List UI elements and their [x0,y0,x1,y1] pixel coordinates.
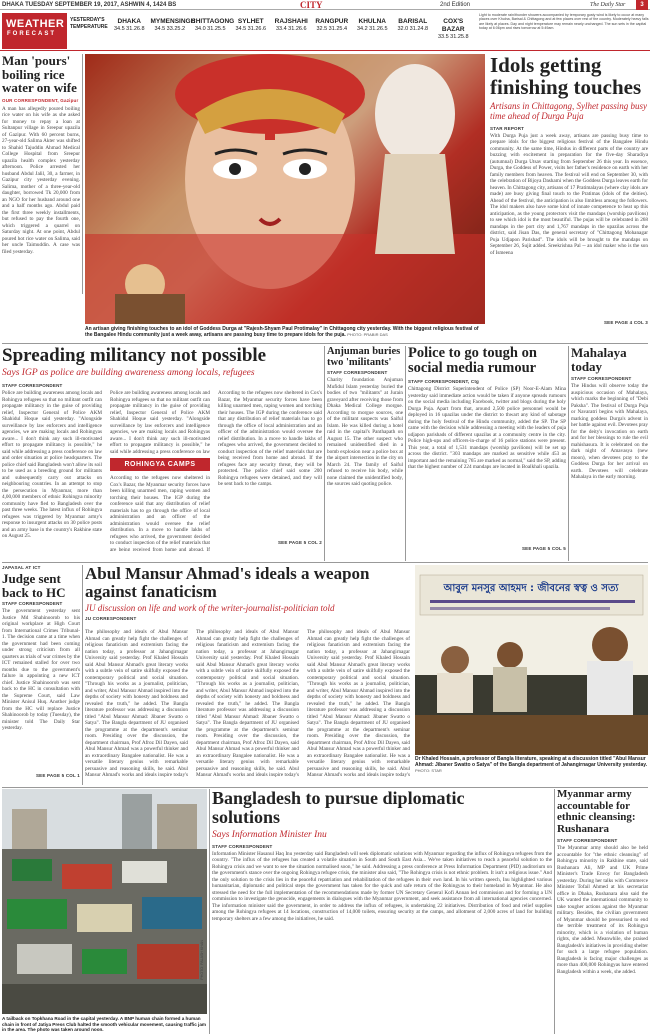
story-kicker: JAPASAL AT ICT [2,565,41,570]
story-body: The government yesterday sent Justice Md Shahinoorob to his original workplace at High Court from International Crimes Tribunal-1. The decision came at a time when the government had been coming under strong criticism from all quarters as trials of war crimes by the ICT remained stalled for over two months due to the government's failure in appointing a new ICT chief. Justice Shahinoorob was sent back to the HC in consultation with the Supreme Court, said Law Minister Anisul Huq. Another judge from the HC will replace Justice Shahinoorob by today (Tuesday), the minister told The Daily Star yesterday. [2,608,80,732]
story-byline: STAFF CORRESPONDENT [2,601,63,607]
traffic-photo [2,789,207,1014]
story-byline: STAFF CORRESPONDENT [557,838,618,844]
story-byline: JU CORRESPONDENT [85,616,137,622]
weather-city-6 [353,14,392,46]
traffic-illustration [2,789,207,1014]
story-body-col3 [218,390,322,550]
section-rule [2,343,648,344]
story-anjuman [327,346,403,561]
weather-city-1 [150,14,196,46]
weather-city-3 [232,14,271,46]
story-body-col2 [110,390,210,550]
story-mahalaya [571,346,648,561]
story-subheadline: JU discussion on life and work of the writer-journalist-politician told [85,602,335,613]
story-abul-mansur [85,565,410,785]
section-name: CITY [300,0,323,10]
story-body-col1: The philosophy and ideals of Abul Mansur Ahmad can greatly help fight the challenges of religious fanaticism and extremism facing the nation today, a professor at Jahangirnagar University said yesterday. Prof Khaled Hossain said Abul Mansur Ahmad's great literary works with a subtle vein of satire skilfully exposed the contemporary political and social situation. "Through his works as a journalist, politician, and writer, Abul Mansur Ahmad inspired into the depths of society with honesty and boldness and revealed the truth," he added. The Bangla literature professor was addressing a discussion titled "Abul Mansur Ahmad: Jibaner Swatto o Satya". The Bangla department of JU organised the programme at the department's seminar room. Presiding over the discussion, the department chairman, Prof Afroz Dil Dayen, said Abul Mansur Ahmad was a powerful thinker and an extraordinary Bangalee nationalist. He was a versatile literary genius with remarkable persuasive and reasoning skills, he said. Abul Mansur Ahmad's works and ideals inspire today's [85,629,188,778]
continued-ref[interactable]: SEE PAGE 4 COL 3 [603,319,648,325]
story-headline: Anjuman buries two 'militants' [327,346,401,369]
column-rule [209,789,210,1034]
weather-city-temps: 34.0 31.25.5 [194,26,226,33]
story-judge [2,565,80,785]
weather-city-temps: 32.0 31.24.8 [397,26,429,33]
story-body: Information Minister Hasanul Haq Inu yesterday said Bangladesh will seek diplomatic solutions with Myanmar regarding the influx of Rohingya refugees from the country. "The influx of the refugees has created a volatile situation in South and South East Asia... We've taken initiatives to reach a peaceful solution to the Rohingya crisis and we want to see the situation normalised soon," he said. Addressing a press conference at Press Information Department (PID) auditorium on the government's stance over the ongoing Rohingya refugee crisis, the minister also said, "The Rohingya crisis is not ethnic problem. It isn't a religious issue." And the only solution to the crisis lies in the peaceful repatriation and rehabilitation of the refugees in their own land. In his written speech, Inu highlighted various humanitarian, diplomatic and political steps the government has taken for the quick and safe return of the Rohingyas to their homeland in Myanmar. He also stressed the need for the full implementation of the recommendations made by former UN Secretary General Kofi Annan led commission and for forming a UN commission to investigate the genocide, engagements in dialogues with the Myanmar government, and seek assistance from all international agencies concerned. The information minister said the government, in order to address the influx of refugees, is undertaking 22 initiatives. Distribution of food and relief supplies among the Rohingya refugees at 14 locations, construction of 14,000 toilets, ensuring security at the camps, and allotment of 2,000 acres of land for building temporary shelters are a few among the initiatives, he said. [212,850,552,922]
weather-city-7 [394,14,433,46]
traffic-caption-text: A tailback on Topkhana Road in the capital yesterday. A BNP human chain formed a human chain in front of Jatiya Press Club halted the smooth vehicular movement, causing traffic jam in the area. The photo was taken around noon. [2,1016,206,1032]
story-headline: Myanmar army accountable for ethnic cleansing: Rushanara [557,788,636,835]
weather-city-name: COX'S BAZAR [441,18,465,34]
story-body-col1: Police are building awareness among locals and Rohingya refugees so that no militant outfit can propagate militancy in the guise of providing relief, Inspector General of Police AKM Shahidul Hoque said yesterday. "Alongside surveillance by law enforcers and intelligence agencies, we are making locals and Rohingyas aware... I don't think any such ill-motivated effort to propagate militancy is possible," he said while addressing a press conference on law and order situation at police headquarters. The police chief said Bangladesh won't allow its soil to be used as a breeding ground for militants and subsequently carry out attacks on neighbouring countries. In an attempt to stop the persecution in Myanmar, more than 4,00,000 members of ethnic Rohingya minority community have fled to Bangladesh over the past three weeks. The latest influx of Rohingya refugees was triggered by Myanmar army's response to insurgent attacks on 30 police posts and an army base in the country's Rakhine state on August 25. [2,390,102,539]
story-body: The Hindus will observe today the auspicious occasion of Mahalaya, which marks the beginning of "Debi Paksha". The festival of Durga Puja or Navaratri begins with Mahalaya, marking goddess Durga's advent in her battle against evil. Devotees pray for the deity's invocation on earth and for her blessings to rule the evil mahishasura. It is celebrated on the dark night of Amavasya (new moon), when devotees pray to the Goddess Durga for her arrival on earth. Devotees will celebrate Mahalaya in the early morning. [571,383,648,481]
column-rule [324,346,325,561]
story-subheadline: Says Information Minister Inu [212,829,327,840]
story-body-col2: The philosophy and ideals of Abul Mansur Ahmad can greatly help fight the challenges of religious fanaticism and extremism facing the nation today, a professor at Jahangirnagar University said yesterday. Prof Khaled Hossain said Abul Mansur Ahmad's great literary works with a subtle vein of satire skilfully exposed the contemporary political and social situation. "Through his works as a journalist, politician, and writer, Abul Mansur Ahmad inspired into the depths of society with honesty and boldness and revealed the truth," he added. The Bangla literature professor was addressing a discussion titled "Abul Mansur Ahmad: Jibaner Swatto o Satya". The Bangla department of JU organised the programme at the department's seminar room. Presiding over the discussion, the department chairman, Prof Afroz Dil Dayen, said Abul Mansur Ahmad was a powerful thinker and an extraordinary Bangalee nationalist. He was a versatile literary genius with remarkable persuasive and reasoning skills, he said. Abul Mansur Ahmad's works and ideals inspire today's [196,629,299,778]
story-myanmar [557,789,648,1033]
weather-logo-sub: FORECAST [7,31,56,37]
story-body: The Myanmar army should also be held accountable for "the ethnic cleansing" of Rohingya minority in Rakhine state, said Rushanara Ali, MP and UK Prime Minister's Trade Envoy for Bangladesh yesterday. During her talks with Commerce Minister Tofail Ahmed at his secretariat office in Dhaka, Rushanara also said the UK wanted the international community to take tougher actions against the Myanmar military. Besides, the civilian government of Myanmar should be pressurised to end the terrible treatment of its Rohingya minority, which is a violation of human rights, she added. Meanwhile, she praised Bangladesh's initiatives in providing shelter for such a large refugee population. Bangladesh is facing major challenges as more than 400,000 Rohingyas have entered Bangladesh within a week, she added. [557,845,648,975]
weather-city-name: BARISAL [398,18,428,25]
yesterday-label: YESTERDAY'S TEMPERATURE [70,17,108,30]
discussion-illustration [415,565,648,755]
column-rule [554,789,555,1034]
story-byline: STAFF CORRESPONDENT [327,370,388,376]
weather-logo [2,13,67,49]
traffic-photo-credit: PHOTO: PALASH KHAN [200,940,204,980]
column-rule [405,346,406,561]
story-body: With Durga Puja just a week away, artisans are passing busy time to prepare idols for the biggest religious festival of the Bangalee Hindu community. At the same time, Hindus in different parts of the country are buzzing with excitement in preparation for the five-day Sharadiya (autumnal) Durga Utsav starting from September 26 this year. In essence, Durga, the Goddess of Power, visits her father's residence on earth with her family members from heaven. The festival will end on September 30, with the celebration of Bijoya Dashami when the Goddess Durga leaves earth for heaven. In Chittagong city, artisans of 17 Pratimalayas (where clay idols are made) are busy giving final touch to the Pratimas (idols of the deities). Ahead of the festival, the anticipation is also limitless among the followers. The idol makers also have some kind of innate competence to heat up this anticipation, as the young protectors visit the mandaps (worship pavilions) to see which idol is the most beautiful. The pujas will be celebrated in 268 mandaps in the port city and 1,767 mandaps in the upazilas across the district, said Jisan Das, the general secretary of "Chittagong Mohanagar Puja Udjapon Parishad". The idols will be brought to the mandaps on September 26, Sujit added. Sreekrishna Pal -- an idol maker who is the son of Ismeena [490,132,648,256]
weather-city-name: CHITTAGONG [191,18,235,25]
story-headline: Judge sent back to HC [2,571,66,600]
weather-city-8 [434,14,473,46]
weather-bar [0,11,650,51]
discussion-photo-caption [415,756,648,774]
masthead-bar [0,0,650,10]
story-body: Chittagong District Superintendent of Police (SP) Noor-E-Alam Mina yesterday said immediate action would be taken if anyone spreads rumours on the social media including Facebook, twitter and blogs during the holy Durga Puja. Apart from that, around 2,500 police personnel would be deployed in 16 upazilas under the district to thwart any kind of sabotage during the holy festival of the Hindu community, added the SP. The SP came with the decision while addressing a meeting with the leaders of puja udjapon parishads of different upazilas at a community centre in the city. Police high-ups and officers-in-charge of 16 police stations were present. This year, a total of 1,531 mandaps (worship pavilions) will be set up across the district. "303 mandaps are marked as sensitive while 453 as important and the remaining 765 are marked as normal," said the SP, adding that the highest number of 224 mandaps are located in Boalkhali upazila. [408,386,566,471]
story-byline: STAFF CORRESPONDENT [212,843,273,849]
weather-city-name: SYLHET [237,18,264,25]
column-rule [82,54,83,294]
weather-city-0 [110,14,149,46]
story-subheadline: Artisans in Chittagong, Sylhet passing busy time ahead of Durga Puja [490,101,648,122]
story-body-col2-text: Police are building awareness among locals and Rohingya refugees so that no militant outfit can propagate militancy in the guise of providing relief, Inspector General of Police AKM Shahidul Hoque said yesterday. "Alongside surveillance by law enforcers and intelligence agencies, we are making locals and Rohingyas aware... I don't think any such ill-motivated effort to propagate militancy is possible," he said while addressing a press conference on law [110,390,210,454]
story-byline: STAFF CORRESPONDENT [2,382,63,388]
discussion-photo-credit: PHOTO: STAR [415,768,442,773]
continued-ref[interactable]: SEE PAGE 5 COL 5 [521,546,566,552]
story-idols [490,54,648,342]
story-body-col3: The philosophy and ideals of Abul Mansur Ahmad can greatly help fight the challenges of religious fanaticism and extremism facing the nation today, a professor at Jahangirnagar University said yesterday. Prof Khaled Hossain said Abul Mansur Ahmad's great literary works with a subtle vein of satire skilfully exposed the contemporary political and social situation. "Through his works as a journalist, politician, and writer, Abul Mansur Ahmad inspired into the depths of society with honesty and boldness and revealed the truth," he added. The Bangla literature professor was addressing a discussion titled "Abul Mansur Ahmad: Jibaner Swatto o Satya". The Bangla department of JU organised the programme at the department's seminar room. Presiding over the discussion, the department chairman, Prof Afroz Dil Dayen, said Abul Mansur Ahmad was a powerful thinker and an extraordinary Bangalee nationalist. He was a versatile literary genius with remarkable persuasive and reasoning skills, he said. Abul Mansur Ahmad's works and ideals inspire today's [307,629,410,778]
idol-photo-credit: PHOTO: PRABIR DAS [347,332,388,337]
story-headline: Spreading militancy not possible [2,345,267,366]
rohingya-camps-badge: ROHINGYA CAMPS [110,458,210,471]
story-byline: OUR CORRESPONDENT, Gazipur [2,97,79,103]
banner-text: আবুল মনসুর আহমদ : জীবনের স্বত্ব ও সত্য [443,583,619,594]
weather-city-temps: 33.5 31.25.8 [437,34,469,41]
page-number: 3 [636,0,648,10]
story-headline: Man 'pours' boiling rice water on wife [2,53,77,96]
story-headline: Mahalaya today [571,345,627,374]
idol-caption-text: An artisan giving finishing touches to an idol of Goddess Durga at "Rajesh-Shyam Paul Protimalay" in Chittagong city yesterday. With the biggest religious festival of the Bangalee Hindu community just a week away, artisans are passing busy time to prepare idols for the puja. [85,326,479,338]
paper-name: The Daily Star [590,2,626,8]
idol-photo-caption [85,326,485,338]
masthead-date: DHAKA TUESDAY SEPTEMBER 19, 2017, ASHWIN 4, 1424 BS [2,2,177,8]
story-militancy [2,346,322,561]
weather-city-temps: 34.5 31.26.8 [113,26,145,33]
weather-city-name: MYMENSINGH [150,18,196,25]
story-police-rumour [408,346,566,561]
discussion-photo [415,565,648,755]
story-headline: Abul Mansur Ahmad's ideals a weapon against fanaticism [85,564,370,601]
story-body: A man has allegedly poured boiling rice water on his wife as she asked for money to repay a loan at Sultanpur village in Sreepur upazila of Gazipur. With 60 percent burns, 27-year-old Salima Akter was shifted to Shahid Tajuddin Ahmad Medical College Hospital from Sreepur upazila health complex yesterday afternoon. Police arrested her husband Abdul Jalil, 30, a farmer, in Gazipur city yesterday evening. Salima, mother of a three-year-old daughter, borrowed Tk 20,000 from an NGO for her husband around one and a half months ago. Abdul paid the first three weekly installments, but refused to pay the fourth one, which triggered a quarrel on Saturday night. At one point, Abdul poured hot rice water on Salima, said her uncle Taimuddin. A case was filed yesterday. [2,105,80,255]
story-body: Charity foundation Anjuman Mufidul Islam yesterday buried the bodies of two "militants" at Jurain graveyard after receiving those from Dhaka Medical College morgue. According to morgue sources, one of the militant suspects was Saiful Islam. He was killed during a hotel raid in the capital's Panthapath on August 15. The other suspect who remained unidentified died in a bomb explosion near a police box at the airport intersection in the city on March 24. The family of Saiful refused to receive his body, while none claimed the unidentified body, the sources said quoting police. [327,377,403,488]
story-byline: STAFF CORRESPONDENT [571,376,632,382]
story-headline: Bangladesh to pursue diplomatic solutions [212,788,465,827]
weather-logo-title: WEATHER [6,18,65,30]
weather-city-temps: 33.4 31.26.6 [275,26,307,33]
weather-city-temps: 32.5 31.25.4 [316,26,348,33]
weather-city-2 [191,14,235,46]
weather-note: Light to moderate rain/thunder showers accompanied by temporary gusty wind is likely to occur at many places over Khulna, Barisal & Chittagong and at few places over rest of the country. Moderately heavy falls are likely at places. Day and night temperature may remain nearly unchanged. The sun sets in the capital today at 6:06pm and rises tomorrow at 5:49am. [479,13,649,30]
story-subheadline: Says IGP as police are building awareness among locals, refugees [2,367,255,378]
idol-illustration [85,54,485,324]
story-byline: STAFF CORRESPONDENT, Ctg [408,379,479,385]
story-diplomatic [212,789,552,1033]
continued-ref[interactable]: SEE PAGE 5 COL 1 [35,773,80,779]
weather-city-4 [272,14,311,46]
edition-label: 2nd Edition [440,2,471,8]
column-rule [568,346,569,561]
column-rule [82,565,83,785]
weather-city-5 [313,14,352,46]
weather-city-temps: 34.2 31.26.5 [356,26,388,33]
weather-city-name: KHULNA [358,18,386,25]
story-byline: STAR REPORT [490,125,525,131]
traffic-photo-caption [2,1016,207,1033]
section-rule [2,562,648,563]
story-headline: Idols getting finishing touches [490,53,642,100]
weather-city-temps: 34.5 31.26.6 [235,26,267,33]
story-headline: Police to go tough on social media rumour [408,345,537,377]
story-body-col2-cont: According to the refugees now sheltered in Cox's Bazar, the Myanmar security forces have been killing unarmed men, raping women and torching their houses. The IGP during the conference said that any distribution of relief materials has to go through the office of local administration and an officer of the administration would oversee the relief distribution. In a move to handle lakhs of refugees who arrived, the government decided to conduct inspection of the relief materials that are being received from home and abroad. If [110,475,210,551]
discussion-caption-text: Dr Khaled Hossain, a professor of Bangla literature, speaking at a discussion titled "Abul Mansur Ahmad: Jibaner Swatto o Satya" of the Bangla department of Jahangirnagar University yesterday. [415,756,648,768]
weather-city-temps: 34.5 33.25.2 [154,26,186,33]
weather-city-name: DHAKA [117,18,141,25]
weather-city-name: RAJSHAHI [274,18,308,25]
continued-ref[interactable]: SEE PAGE 5 COL 2 [277,540,322,545]
weather-city-name: RANGPUR [315,18,349,25]
story-body-col3-text: According to the refugees now sheltered in Cox's Bazar, the Myanmar security forces have been killing unarmed men, raping women and torching their houses. The IGP during the conference said that any distribution of relief materials has to go through the office of local administration and an officer of the administration would oversee the relief distribution. In a move to handle lakhs of refugees who arrived, the government decided to conduct inspection of the relief materials that are being received from home and abroad. If the refugees face any security threat, they will be protected. The police chief said some 200 Rohingya refugees were detained, and they will be sent back to the camps. [218,390,322,487]
durga-idol-photo [85,54,485,324]
